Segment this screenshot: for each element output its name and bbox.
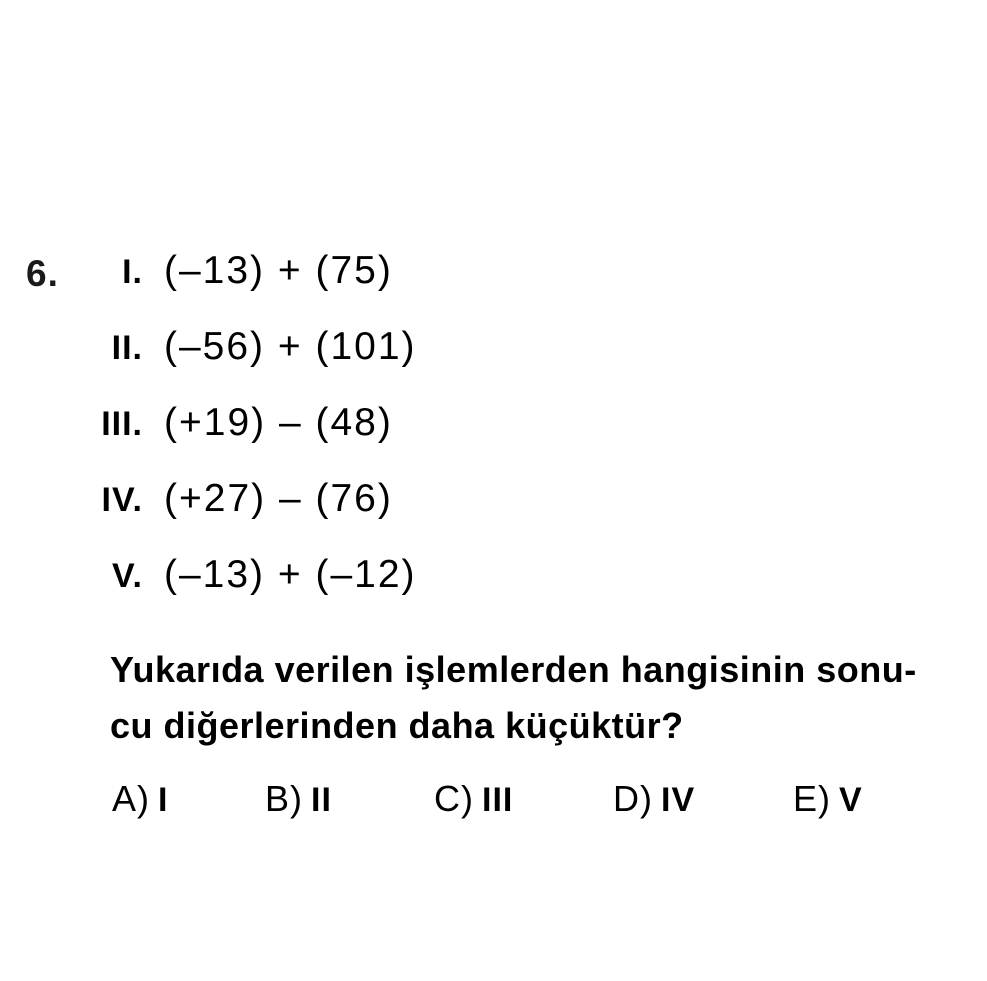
option-value: II — [311, 781, 332, 819]
option-letter: E) — [793, 778, 831, 819]
option-c — [434, 778, 513, 820]
list-item — [0, 477, 417, 553]
option-value: III — [482, 781, 514, 819]
item-expression: (+27) – (76) — [164, 477, 393, 520]
item-label: V. — [111, 557, 143, 595]
option-letter: B) — [265, 778, 303, 819]
question-number: 6. — [26, 253, 59, 294]
item-expression: (–13) + (–12) — [164, 553, 417, 596]
item-label: I. — [122, 253, 143, 291]
option-letter: A) — [112, 778, 150, 819]
item-expression: (–56) + (101) — [164, 325, 417, 368]
question-text-line2: cu diğerlerinden daha küçüktür? — [110, 705, 684, 746]
item-expression: (–13) + (75) — [164, 249, 393, 292]
list-item — [0, 249, 417, 325]
option-letter: D) — [613, 778, 653, 819]
option-b — [265, 778, 332, 820]
item-label: III. — [101, 405, 143, 443]
option-value: V — [839, 781, 863, 819]
option-a — [112, 778, 168, 820]
question-text-line1: Yukarıda verilen işlemlerden hangisinin sonu- — [110, 649, 917, 690]
list-item — [0, 325, 417, 401]
option-value: IV — [661, 781, 696, 819]
question-text — [110, 642, 917, 754]
item-expression: (+19) – (48) — [164, 401, 393, 444]
option-letter: C) — [434, 778, 474, 819]
option-d — [613, 778, 695, 820]
list-item — [0, 553, 417, 629]
item-label: IV. — [101, 481, 143, 519]
answer-options — [0, 778, 987, 823]
item-label: II. — [111, 329, 143, 367]
list-item — [0, 401, 417, 477]
operation-list — [0, 249, 417, 629]
option-e — [793, 778, 863, 820]
option-value: I — [158, 781, 169, 819]
